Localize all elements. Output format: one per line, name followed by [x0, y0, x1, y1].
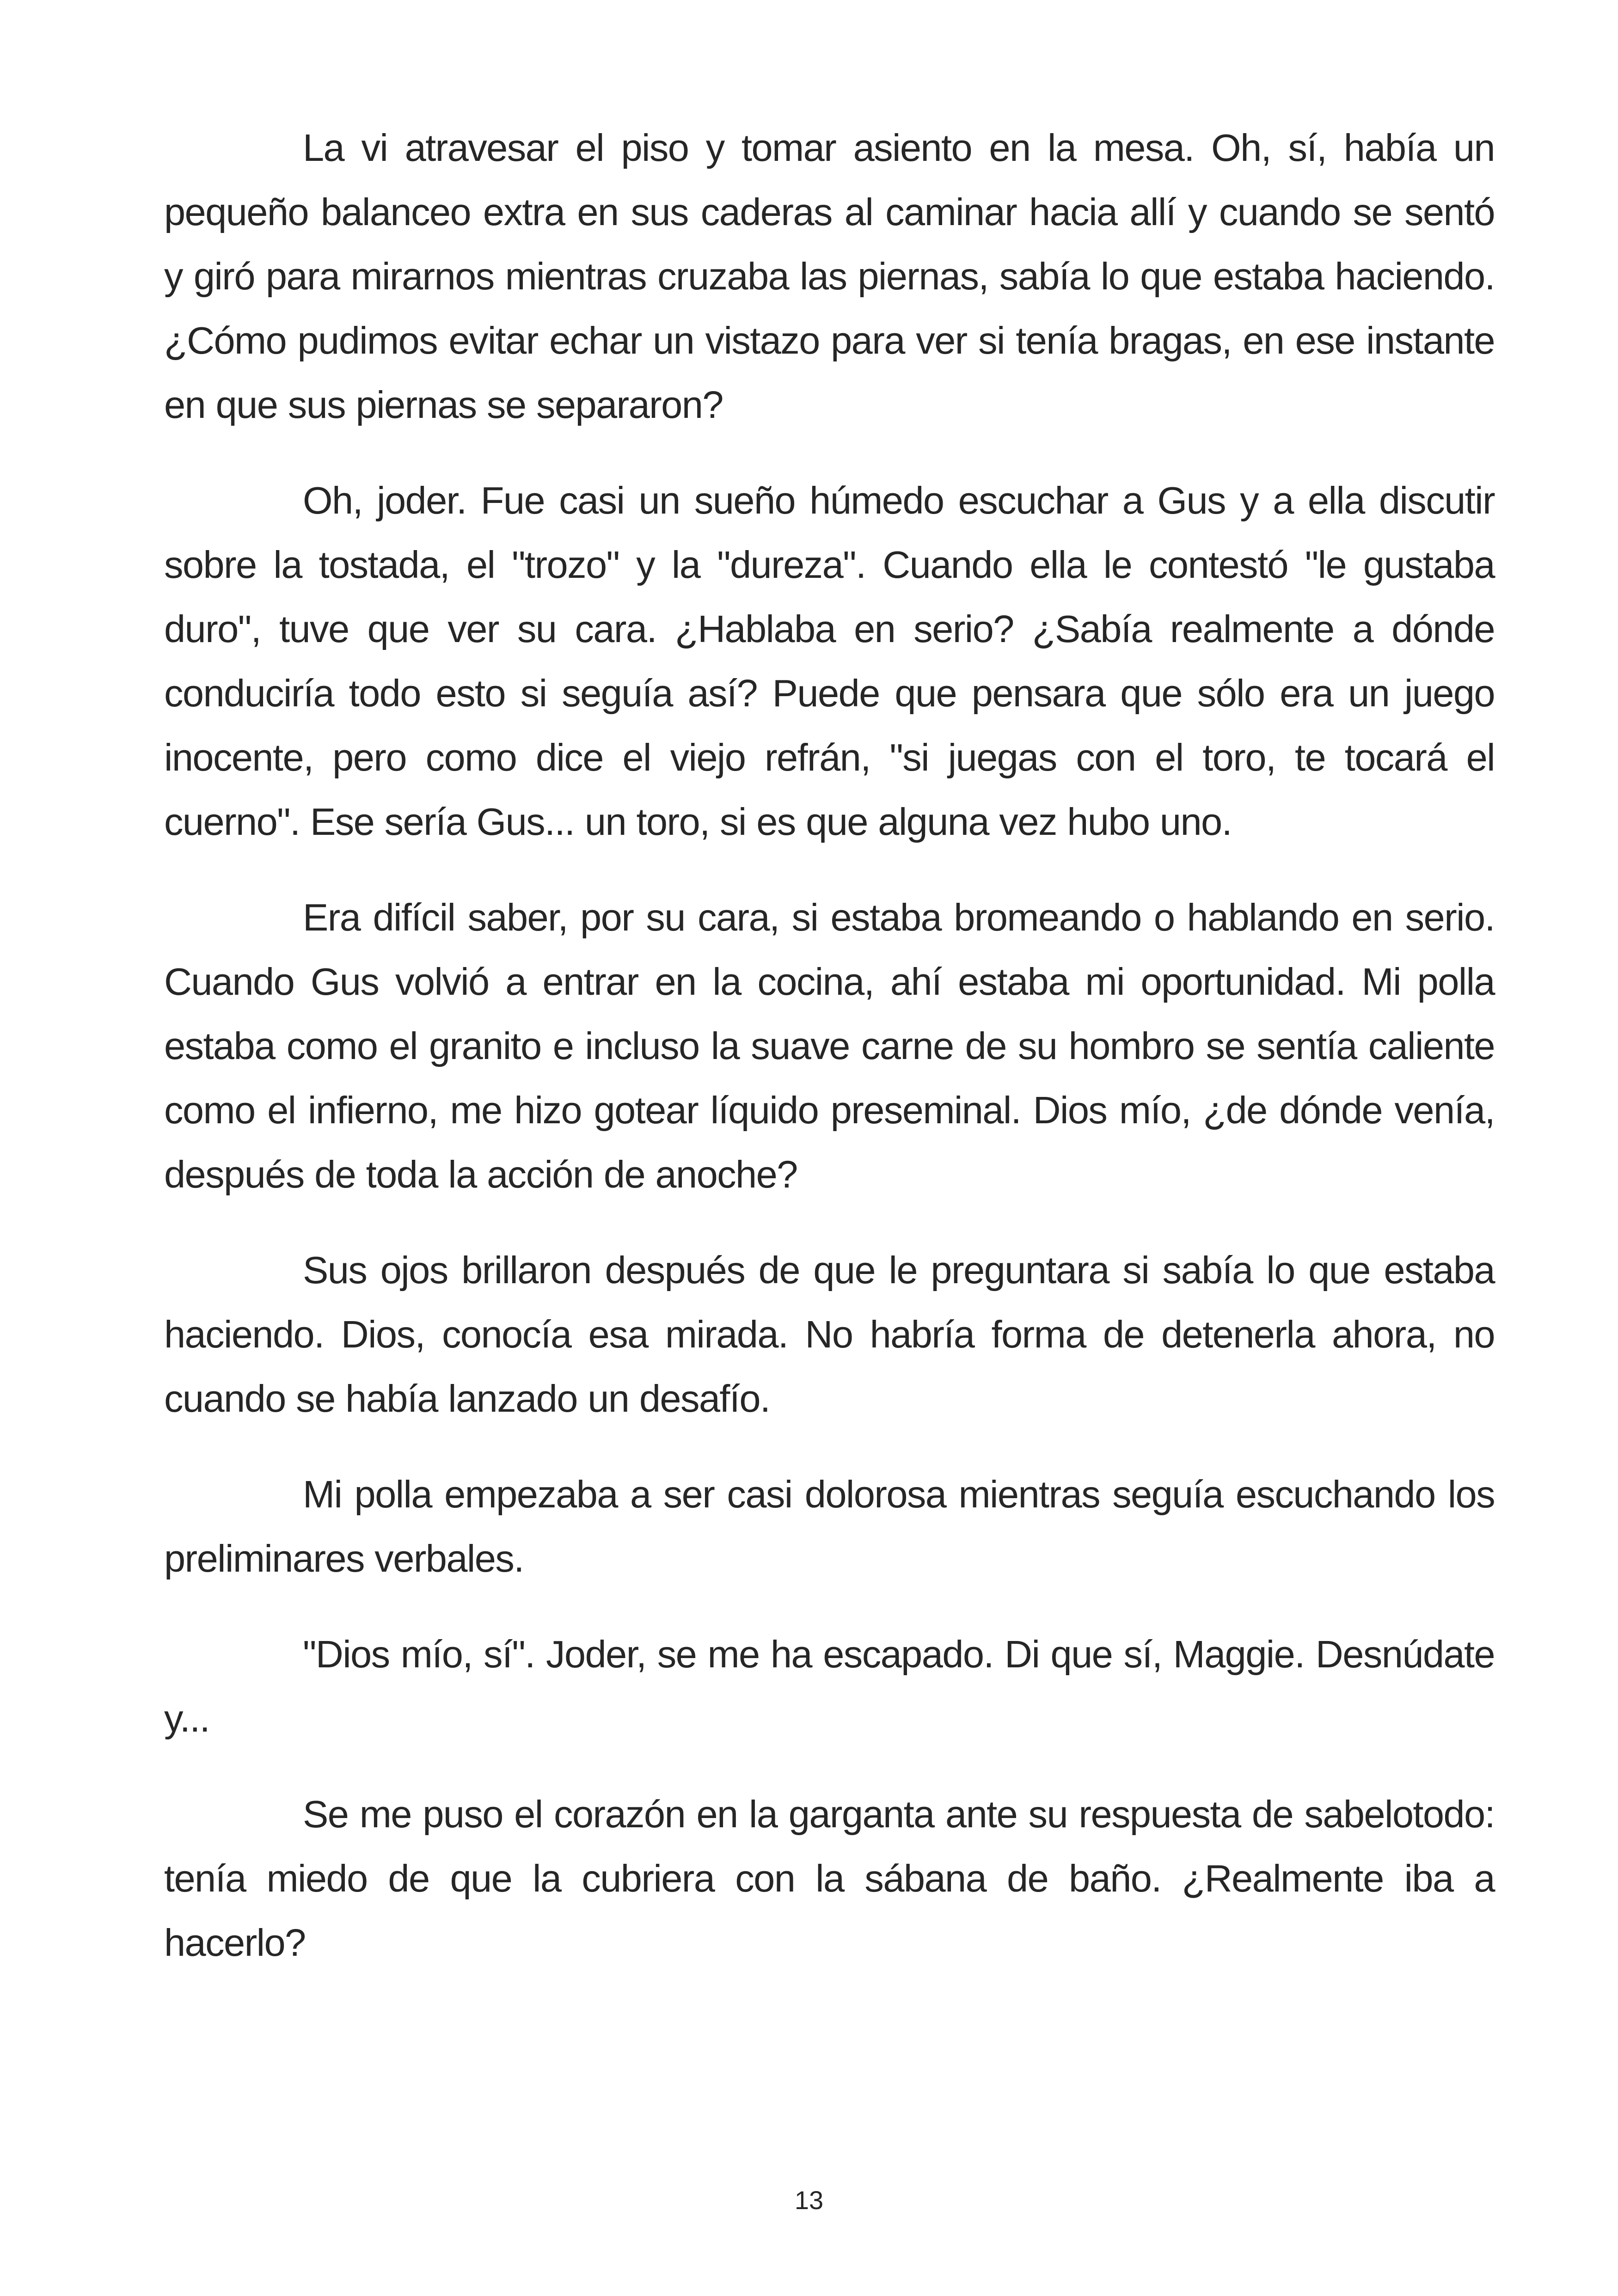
paragraph-5: Mi polla empezaba a ser casi dolorosa mientras seguía escuchando los preliminares verbales. — [164, 1473, 1495, 1580]
paragraph-7: Se me puso el corazón en la garganta ante su respuesta de sabelotodo: tenía miedo de que la cubriera con la sábana de baño. ¿Realmente iba a hacerlo? — [164, 1793, 1495, 1964]
page-number: 13 — [794, 2186, 824, 2215]
paragraph-1: La vi atravesar el piso y tomar asiento en la mesa. Oh, sí, había un pequeño balanceo extra en sus caderas al caminar hacia allí y cuando se sentó y giró para mirarnos mientras cruzaba las piernas, sabía lo que estaba haciendo. ¿Cómo pudimos evitar echar un vistazo para ver si tenía bragas, en ese instante en que sus piernas se separaron? — [164, 126, 1495, 426]
paragraph-3: Era difícil saber, por su cara, si estaba bromeando o hablando en serio. Cuando Gus volvió a entrar en la cocina, ahí estaba mi oportunidad. Mi polla estaba como el granito e incluso la suave carne de su hombro se sentía caliente como el infierno, me hizo gotear líquido preseminal. Dios mío, ¿de dónde venía, después de toda la acción de anoche? — [164, 896, 1495, 1196]
paragraph-6: "Dios mío, sí". Joder, se me ha escapado. Di que sí, Maggie. Desnúdate y... — [164, 1633, 1495, 1740]
paragraph-2: Oh, joder. Fue casi un sueño húmedo escuchar a Gus y a ella discutir sobre la tostada, el "trozo" y la "dureza". Cuando ella le contestó "le gustaba duro", tuve que ver su cara. ¿Hablaba en serio? ¿Sabía realmente a dónde conduciría todo esto si seguía así? Puede que pensara que sólo era un juego inocente, pero como dice el viejo refrán, "si juegas con el toro, te tocará el cuerno". Ese sería Gus... un toro, si es que alguna vez hubo uno. — [164, 479, 1495, 843]
paragraph-4: Sus ojos brillaron después de que le preguntara si sabía lo que estaba haciendo. Dios, conocía esa mirada. No habría forma de detenerla ahora, no cuando se había lanzado un desafío. — [164, 1249, 1495, 1420]
page-body — [164, 116, 1495, 2006]
